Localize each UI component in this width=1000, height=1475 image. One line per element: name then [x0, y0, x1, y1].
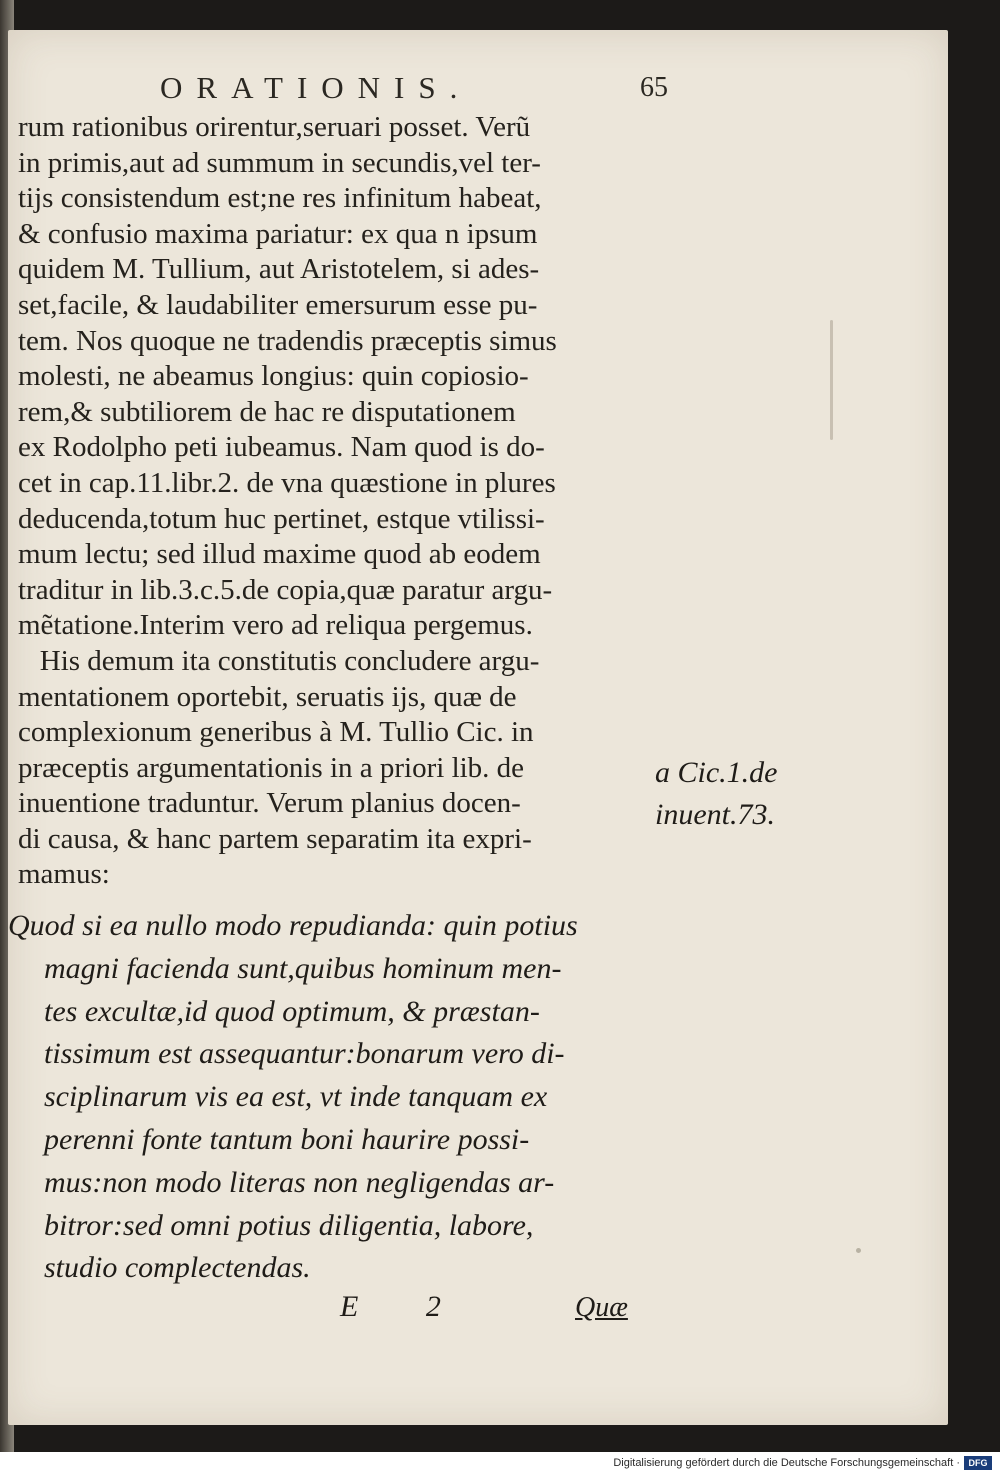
margin-note-line: inuent.73.: [655, 798, 775, 831]
text-line: mum lectu; sed illud maxime quod ab eodem: [18, 538, 541, 571]
signature-mark: E 2: [340, 1290, 471, 1323]
text-line: mamus:: [18, 858, 110, 891]
quote-line: Quod si ea nullo modo repudianda: quin potius: [8, 909, 578, 942]
running-title: ORATIONIS.: [160, 70, 472, 105]
text-line: traditur in lib.3.c.5.de copia,quæ paratur argu-: [18, 573, 553, 606]
quote-line: tes excultæ,id quod optimum, & præstan-: [44, 994, 540, 1028]
text-line: rum rationibus orirentur,seruari posset. Verũ: [18, 111, 531, 143]
text-line: præceptis argumentationis in a priori lib. de: [18, 751, 525, 784]
quote-line: magni facienda sunt,quibus hominum men-: [44, 951, 562, 985]
margin-note: [655, 752, 835, 836]
text-line: tijs consistendum est;ne res infinitum habeat,: [18, 182, 542, 215]
text-line: quidem M. Tullium, aut Aristotelem, si ades-: [18, 253, 540, 286]
text-line: set,facile, & laudabiliter emersurum esse pu-: [18, 288, 538, 321]
quote-line: mus:non modo literas non negligendas ar-: [44, 1165, 555, 1199]
text-line: in primis,aut ad summum in secundis,vel ter-: [18, 146, 541, 179]
quote-line: tissimum est assequantur:bonarum vero di-: [44, 1037, 565, 1071]
text-line: cet in cap.11.libr.2. de vna quæstione in plures: [18, 466, 556, 499]
text-line: tem. Nos quoque ne tradendis præceptis simus: [18, 324, 557, 357]
text-line: di causa, & hanc partem separatim ita expri-: [18, 822, 532, 855]
quote-line: sciplinarum vis ea est, vt inde tanquam ex: [44, 1080, 548, 1114]
text-line: His demum ita constitutis concludere argu-: [18, 644, 540, 677]
margin-note-line: a Cic.1.de: [655, 756, 778, 789]
dfg-logo-icon: DFG: [964, 1456, 992, 1470]
quote-line: bitror:sed omni potius diligentia, labore,: [44, 1208, 534, 1242]
text-line: mẽtatione.Interim vero ad reliqua pergemus.: [18, 609, 533, 642]
ink-stain: [830, 320, 833, 440]
funding-credit: Digitalisierung gefördert durch die Deutsche Forschungsgemeinschaft ·: [613, 1457, 960, 1469]
text-line: & confusio maxima pariatur: ex qua n ipsum: [18, 217, 538, 250]
ink-stain: [856, 1248, 861, 1253]
text-line: ex Rodolpho peti iubeamus. Nam quod is do-: [18, 431, 545, 464]
text-line: rem,& subtiliorem de hac re disputationem: [18, 395, 516, 428]
text-line: mentationem oportebit, seruatis ijs, quæ de: [18, 680, 517, 713]
quote-line: perenni fonte tantum boni haurire possi-: [44, 1122, 530, 1156]
text-line: inuentione traduntur. Verum planius docen-: [18, 787, 521, 820]
catchword: Quæ: [575, 1292, 628, 1323]
italic-quotation: [8, 905, 668, 1290]
text-line: complexionum generibus à M. Tullio Cic. in: [18, 716, 534, 749]
page-number: 65: [640, 72, 668, 103]
text-line: deducenda,totum huc pertinet, estque vtilissi-: [18, 502, 545, 535]
body-text: [18, 110, 678, 893]
text-line: molesti, ne abeamus longius: quin copiosio-: [18, 360, 529, 393]
quote-line: studio complectendas.: [44, 1251, 311, 1285]
